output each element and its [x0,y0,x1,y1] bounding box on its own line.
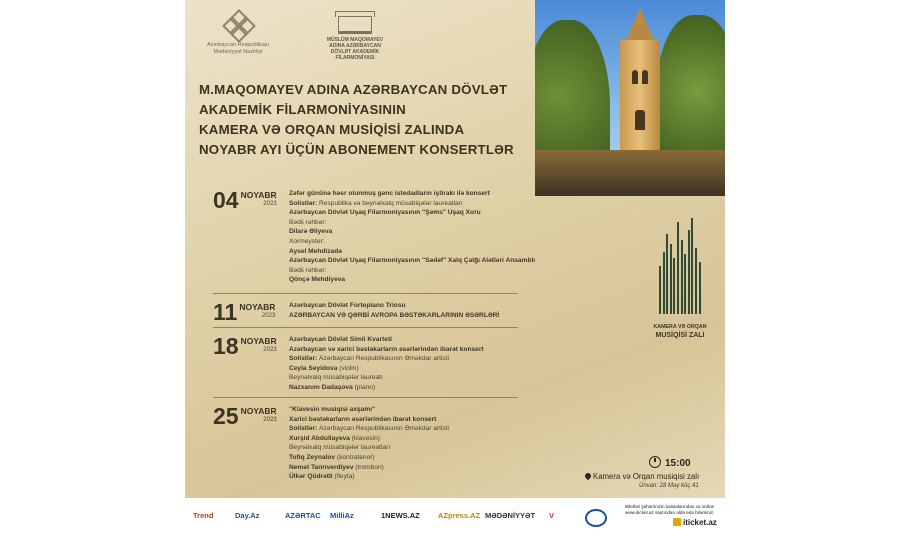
headline-line: AKADEMİK FİLARMONİYASININ [199,102,406,117]
ministry-emblem-icon [225,12,251,38]
concert-month-year [239,302,275,320]
concert-detail-text: Beynəlxalq müsabiqələr laureatı [289,374,383,382]
concert-detail-text: (kontratenor) [335,453,375,461]
concert-month-year [241,406,277,424]
concert-detail-text: Xormeyster: [289,237,325,245]
concert-month: NOYABR [240,336,277,346]
iticket-logo-text: iticket.az [683,518,717,527]
concert-detail-line [289,247,535,257]
concert-detail-line [289,373,484,383]
concert-detail-line [289,354,484,364]
ticket-note: Biletləri şəhərimizin kassalarından və online www.iticket.az saytından əldə edə bilərsiniz. [625,504,715,515]
concert-details [289,189,535,285]
concert-detail-text: Bədii rəhbər: [289,266,327,274]
concert-detail-text: Qönçə Mehdiyeva [289,276,346,284]
concert-detail-line [289,256,535,266]
ministry-name: Azərbaycan Respublikası Mədəniyyət Nazirliyi [206,42,270,55]
philharmonic-building-icon [338,16,372,34]
concert-detail-text: Ülkər Qüdrətli [289,473,333,481]
concert-detail-text: Azərbaycan Dövlət Uşaq Filarmoniyasının "Sədəf" Xalq Çalğı Alətləri Ansamblı [289,257,536,265]
concert-year: 2023 [262,313,276,319]
organ-pipe-bar [688,230,690,314]
concert-detail-text: Aysel Mehdizadə [289,247,342,255]
concert-month: NOYABR [240,406,277,416]
concert-detail-line [289,463,449,473]
concert-details [289,301,499,320]
organ-pipe-bar [659,266,661,314]
concert-year: 2023 [263,201,277,207]
concert-detail-text: (klavesin) [349,434,380,442]
venue-address: Ünvan: 28 May küç.41 [639,483,699,489]
concert-detail-line [289,383,484,393]
concert-time: 15:00 [665,458,691,469]
sponsor-logo[interactable] [585,509,607,527]
iticket-logo[interactable] [673,518,717,527]
organ-pipe-bar [695,248,697,314]
sponsor-logo[interactable]: MilliAz [330,511,354,520]
organ-pipe-bar [666,234,668,314]
concert-divider [213,327,518,328]
concert-detail-text: (violin) [337,364,359,372]
concert-details [289,405,449,482]
concert-detail-text: Solistlər: [289,425,320,433]
concert-detail-line [289,345,484,355]
concert-day: 25 [213,403,239,429]
sponsor-logo[interactable]: AZƏRTAC [285,511,321,520]
concert-year: 2023 [263,417,277,423]
concert-details [289,335,484,393]
concert-detail-text: Nemət Tanrıverdiyev [289,463,354,471]
concert-detail-line [289,218,535,228]
concert-detail-line [289,266,535,276]
sponsor-logo[interactable]: Trend [193,511,214,520]
sponsor-logo[interactable]: MƏDƏNİYYƏT [485,511,536,520]
concert-detail-text: Zəfər gününə həsr olunmuş gənc istedadların iştirakı ilə konsert [289,190,490,197]
concert-detail-text: (trombon) [353,463,384,471]
hall-logo-line1: KAMERA VƏ ORQAN [653,324,707,330]
venue-label [585,472,699,481]
organ-pipe-bar [663,252,665,314]
concert-detail-text: Azərbaycan Dövlət Simli Kvarteti [289,336,392,343]
poster-headline [199,80,529,160]
concert-detail-line [289,415,449,425]
concert-detail-text: Nazxanım Dadaşova [289,383,353,391]
concert-day: 11 [213,299,238,325]
concert-detail-text: Azərbaycan Respublikasının Əməkdar artisti [319,355,449,363]
sponsor-logo[interactable]: AZpress.AZ [438,511,481,520]
organ-pipe-bar [670,244,672,314]
organ-pipe-bar [691,218,693,314]
concert-detail-line [289,335,484,345]
concert-detail-text: Dilarə Əliyeva [289,228,333,236]
ticket-icon [673,518,681,526]
concert-detail-text: Bədii rəhbər: [289,218,327,226]
concert-detail-text: Beynəlxalq müsabiqələr laureatları [289,444,391,452]
organ-pipe-bar [699,262,701,314]
concert-detail-text: AZƏRBAYCAN VƏ QƏRBİ AVROPA BƏSTƏKARLARININ ƏSƏRLƏRİ [289,311,500,319]
concert-detail-text: Solistlər: [289,355,320,363]
headline-line: NOYABR AYI ÜÇÜN ABONEMENT KONSERTLƏR [199,142,514,157]
organ-pipe-bar [677,222,679,314]
concert-detail-line [289,227,535,237]
sponsor-strip [185,498,725,540]
concert-detail-text: Solistlər: [289,199,320,207]
concert-detail-line [289,301,499,311]
organ-pipe-bar [684,254,686,314]
concert-detail-text: (fleyta) [332,473,355,481]
headline-line: M.MAQOMAYEV ADINA AZƏRBAYCAN DÖVLƏT [199,82,508,97]
concert-month: NOYABR [239,302,276,312]
concert-detail-line [289,237,535,247]
concert-detail-text: Azərbaycan Respublikasının Əməkdar artisti [319,425,449,433]
concert-detail-text: Respublika və beynəlxalq müsabiqələr laureatları [319,199,463,207]
church-photo [535,0,725,196]
concert-date [213,188,283,212]
concert-day: 18 [213,333,239,359]
concert-divider [213,397,518,398]
venue-name: Kamera və Orqan musiqisi zalı [593,472,700,481]
concert-detail-text: (piano) [352,383,376,391]
concert-divider [213,293,518,294]
concert-detail-text: Tofiq Zeynalov [289,453,336,461]
concert-month-year [241,336,277,354]
concert-day: 04 [213,187,239,213]
headline-line: KAMERA VƏ ORQAN MUSİQİSİ ZALINDA [199,122,465,137]
concert-detail-line [289,275,535,285]
concert-detail-line [289,311,499,321]
concert-year: 2023 [263,347,277,353]
concert-detail-line [289,434,449,444]
concert-detail-line [289,199,535,209]
ministry-logo [203,12,273,56]
organ-pipes-logo [659,218,703,314]
philharmonic-logo [320,16,390,61]
concert-detail-line [289,208,535,218]
concert-month-year [241,190,277,208]
sponsor-logo[interactable]: 1NEWS.AZ [381,511,420,520]
concert-detail-line [289,189,535,199]
concert-detail-line [289,364,484,374]
location-pin-icon [584,472,592,480]
concert-detail-text: Azərbaycan və xarici bəstəkarların əsərlərindən ibarət konsert [289,345,484,353]
concert-detail-text: "Klavesin musiqisi axşamı" [289,406,376,413]
concert-detail-line [289,453,449,463]
concert-poster [185,0,725,540]
organ-pipe-bar [681,240,683,314]
concert-detail-text: Xarici bəstəkarların əsərlərindən ibarət konsert [289,415,437,423]
clock-icon [649,456,661,468]
concert-month: NOYABR [240,190,277,200]
concert-detail-line [289,443,449,453]
concert-detail-text: Azərbaycan Dövlət Uşaq Filarmoniyasının "Şəms" Uşaq Xoru [289,209,481,217]
hall-logo [640,324,720,339]
concert-detail-line [289,405,449,415]
concert-detail-line [289,424,449,434]
concert-date [213,300,283,324]
concert-detail-text: Ceyla Seyidova [289,364,338,372]
concert-detail-text: Azərbaycan Dövlət Fortepiano Triosu [289,302,406,309]
hall-logo-line2: MUSİQİSİ ZALI [655,332,705,339]
concert-date [213,404,283,428]
organ-pipe-bar [673,258,675,314]
concert-date [213,334,283,358]
sponsor-logo[interactable]: Day.Az [235,511,260,520]
sponsor-logo[interactable]: V [549,511,555,520]
concert-detail-line [289,472,449,482]
philharmonic-name: MÜSLÜM MAQOMAYEV ADINA AZƏRBAYCAN DÖVLƏT AKADEMİK FİLARMONİYASI [326,37,384,61]
concert-detail-text: Xurşid Abdullayeva [289,434,350,442]
